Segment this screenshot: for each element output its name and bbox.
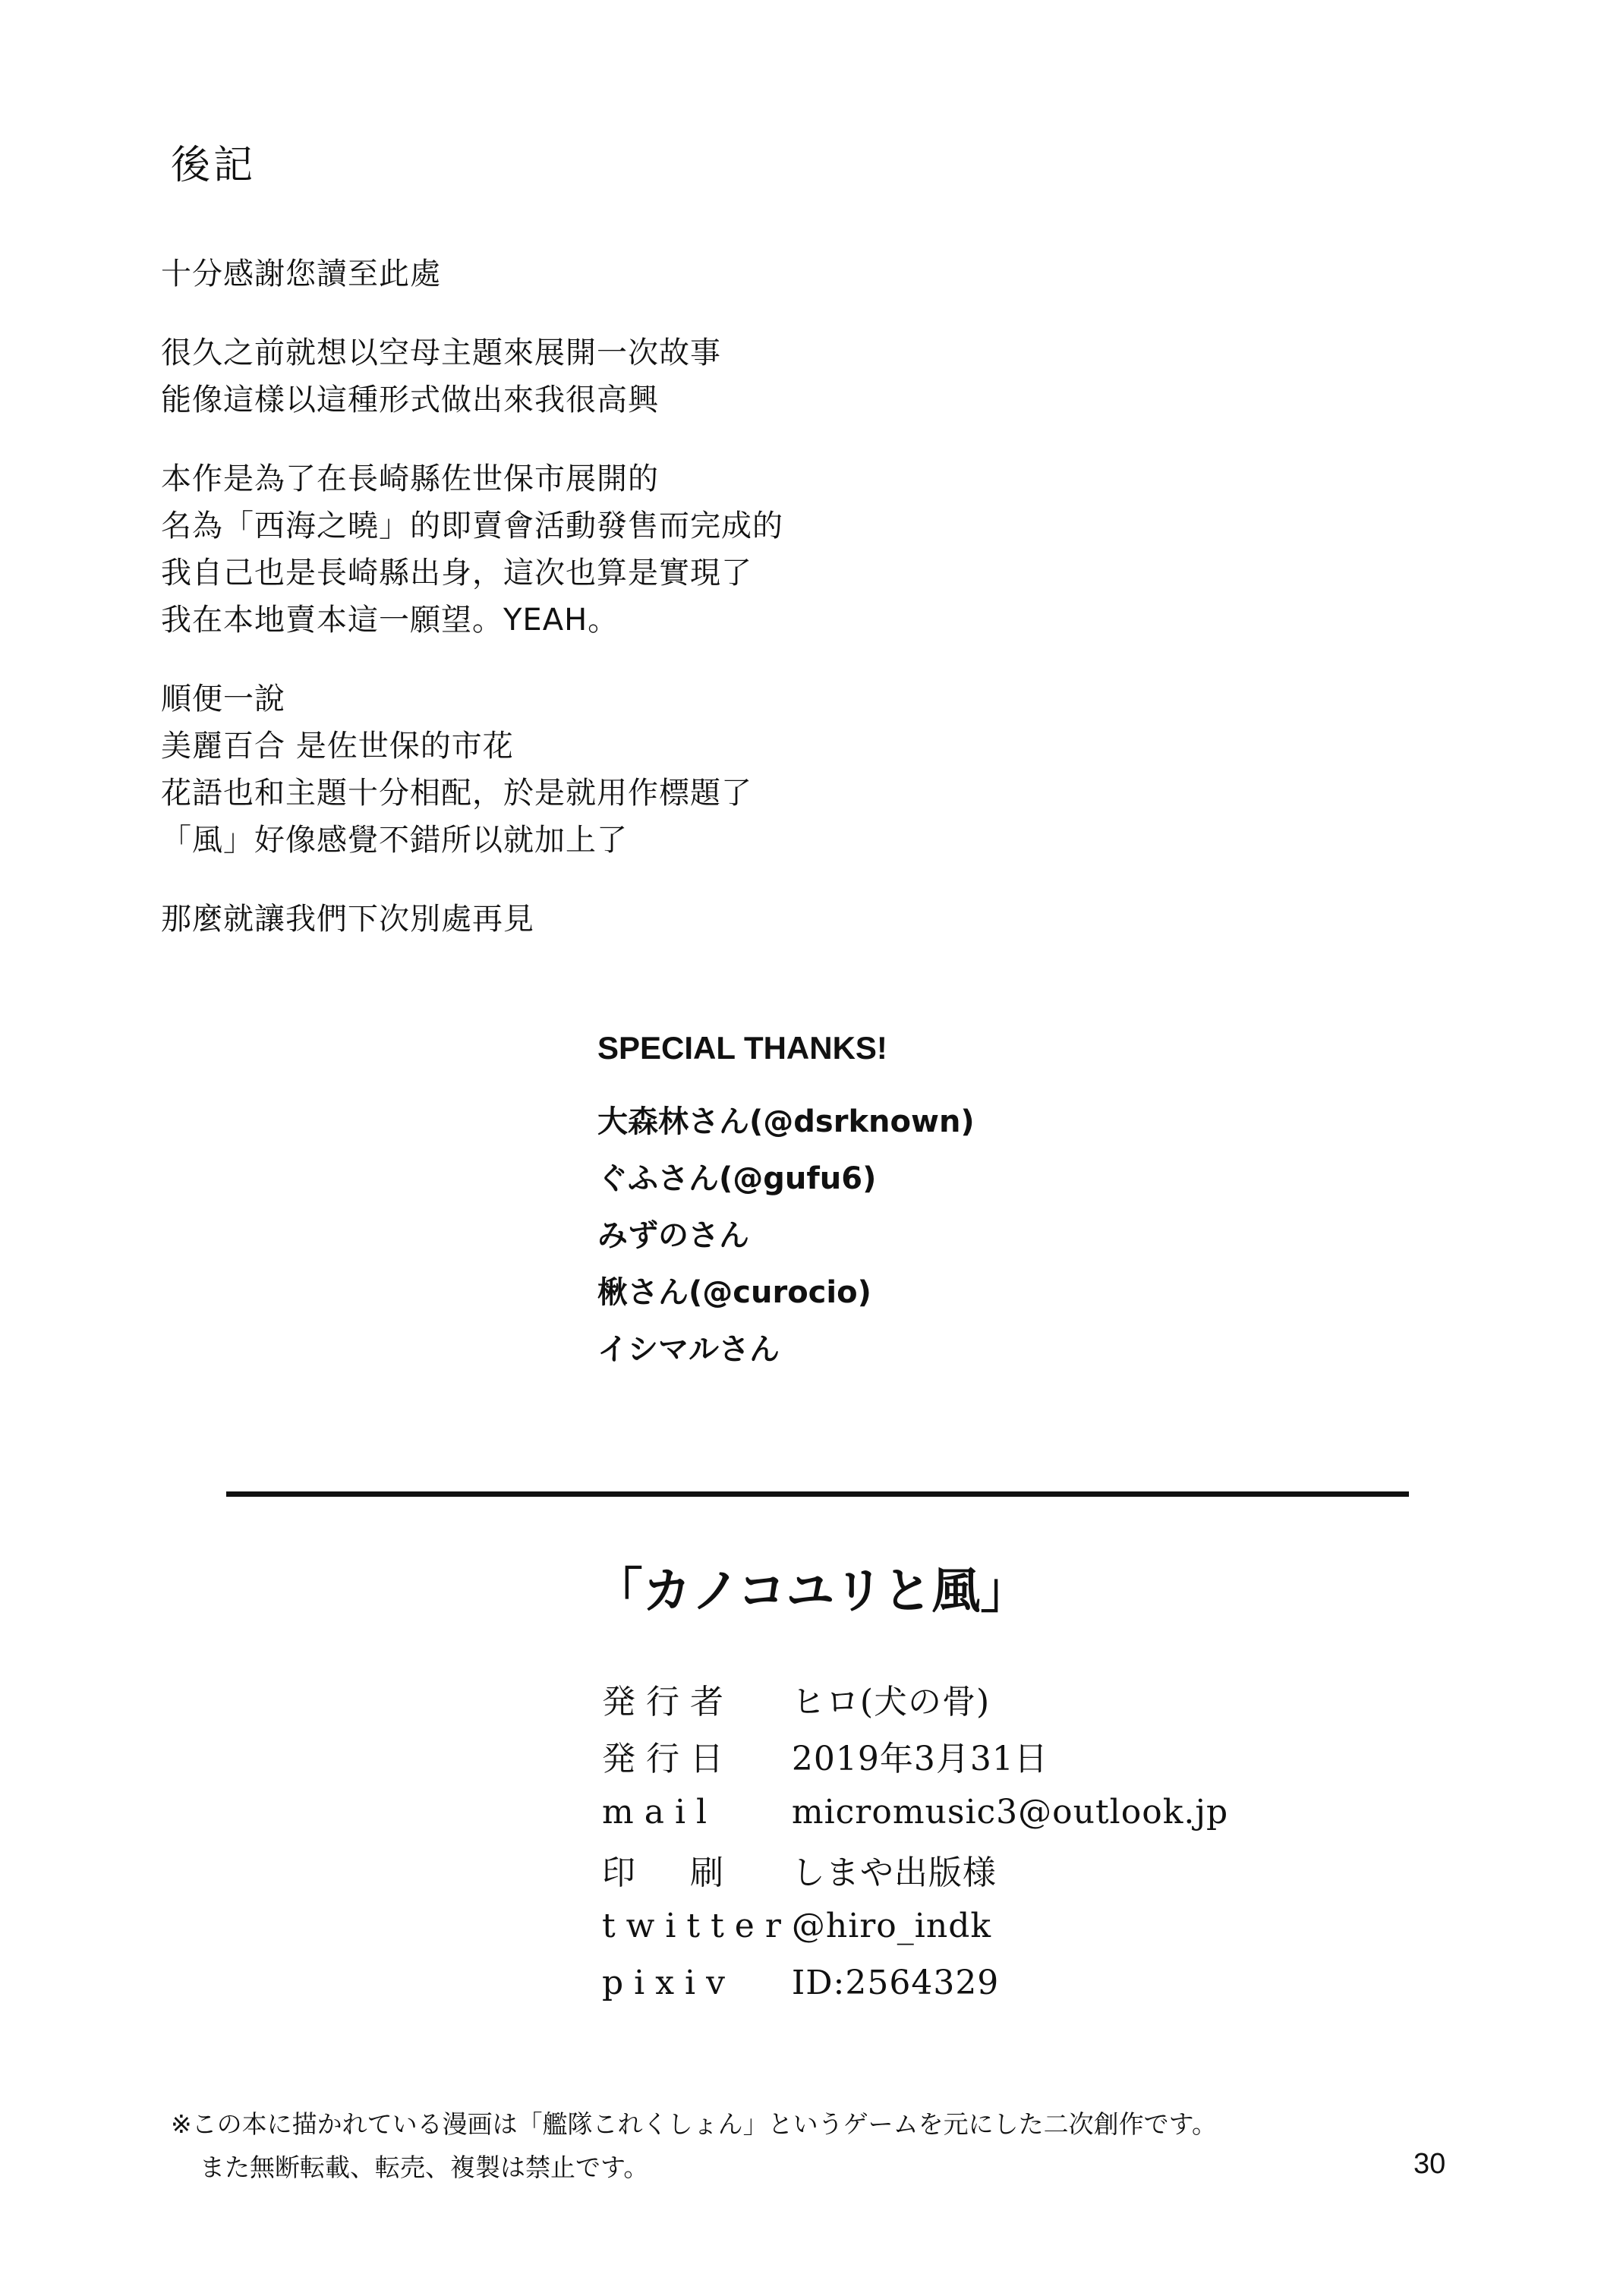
notice-line: ※この本に描かれている漫画は「艦隊これくしょん」というゲームを元にした二次創作です。	[171, 2109, 1218, 2139]
afterword-line: 我在本地賣本這一願望。YEAH。	[161, 603, 619, 638]
colophon-value: ID:2564329	[791, 1964, 1000, 2002]
colophon-label: pixiv	[602, 1964, 736, 2002]
book-title: 「カノコユリと風」	[594, 1564, 1029, 1620]
afterword-line: 名為「西海之曉」的即賣會活動發售而完成的	[161, 509, 783, 543]
colophon-row	[602, 1954, 1228, 2011]
colophon-row	[602, 1898, 1228, 1954]
colophon-row	[602, 1784, 1228, 1841]
afterword-paragraph	[161, 329, 1376, 424]
afterword-line: 十分感謝您讀至此處	[161, 257, 441, 291]
special-thanks-name: みずのさん	[597, 1218, 749, 1253]
page-number: 30	[1413, 2148, 1446, 2180]
colophon-label: 発行日	[602, 1739, 734, 1778]
afterword-body	[161, 250, 1376, 975]
afterword-line: 那麼就讓我們下次別處再見	[161, 902, 534, 937]
colophon-label: 印 刷	[602, 1853, 734, 1892]
colophon-value: 2019年3月31日	[791, 1739, 1048, 1778]
colophon-row	[602, 1841, 1228, 1898]
afterword-line: 花語也和主題十分相配，於是就用作標題了	[161, 776, 752, 811]
afterword-paragraph	[161, 455, 1376, 644]
special-thanks-name: 大森林さん(@dsrknown)	[597, 1104, 975, 1139]
colophon-value: micromusic3@outlook.jp	[791, 1793, 1229, 1831]
afterword-line: 很久之前就想以空母主題來展開一次故事	[161, 335, 721, 370]
colophon-value: ヒロ(犬の骨)	[791, 1682, 991, 1721]
colophon-value: しまや出版様	[791, 1853, 997, 1892]
afterword-line: 我自己也是長崎縣出身，這次也算是實現了	[161, 556, 752, 591]
afterword-line: 「風」好像感覺不錯所以就加上了	[161, 823, 628, 858]
afterword-paragraph	[161, 250, 1376, 298]
colophon-divider	[226, 1491, 1409, 1497]
colophon-row	[602, 1670, 1228, 1727]
afterword-paragraph	[161, 896, 1376, 943]
copyright-notice	[171, 2102, 1217, 2189]
colophon-value: @hiro_indk	[791, 1907, 992, 1945]
special-thanks-section	[597, 1030, 975, 1378]
colophon-label: mail	[602, 1793, 718, 1831]
special-thanks-list	[597, 1094, 975, 1378]
special-thanks-name: 楸さん(@curocio)	[597, 1275, 871, 1310]
special-thanks-name: イシマルさん	[597, 1332, 780, 1367]
colophon-label: 発行者	[602, 1682, 734, 1721]
afterword-heading: 後記	[171, 143, 257, 188]
notice-line: また無断転載、転売、複製は禁止です。	[200, 2153, 649, 2182]
colophon-table	[602, 1670, 1228, 2011]
afterword-line: 順便一說	[161, 682, 285, 717]
afterword-line: 本作是為了在長崎縣佐世保市展開的	[161, 461, 659, 496]
afterword-paragraph	[161, 676, 1376, 864]
afterword-line: 美麗百合 是佐世保的市花	[161, 729, 514, 764]
colophon-row	[602, 1727, 1228, 1784]
special-thanks-title: SPECIAL THANKS!	[597, 1030, 887, 1066]
special-thanks-name: ぐふさん(@gufu6)	[597, 1161, 877, 1196]
afterword-line: 能像這樣以這種形式做出來我很高興	[161, 383, 659, 417]
colophon-label: twitter	[602, 1907, 792, 1945]
